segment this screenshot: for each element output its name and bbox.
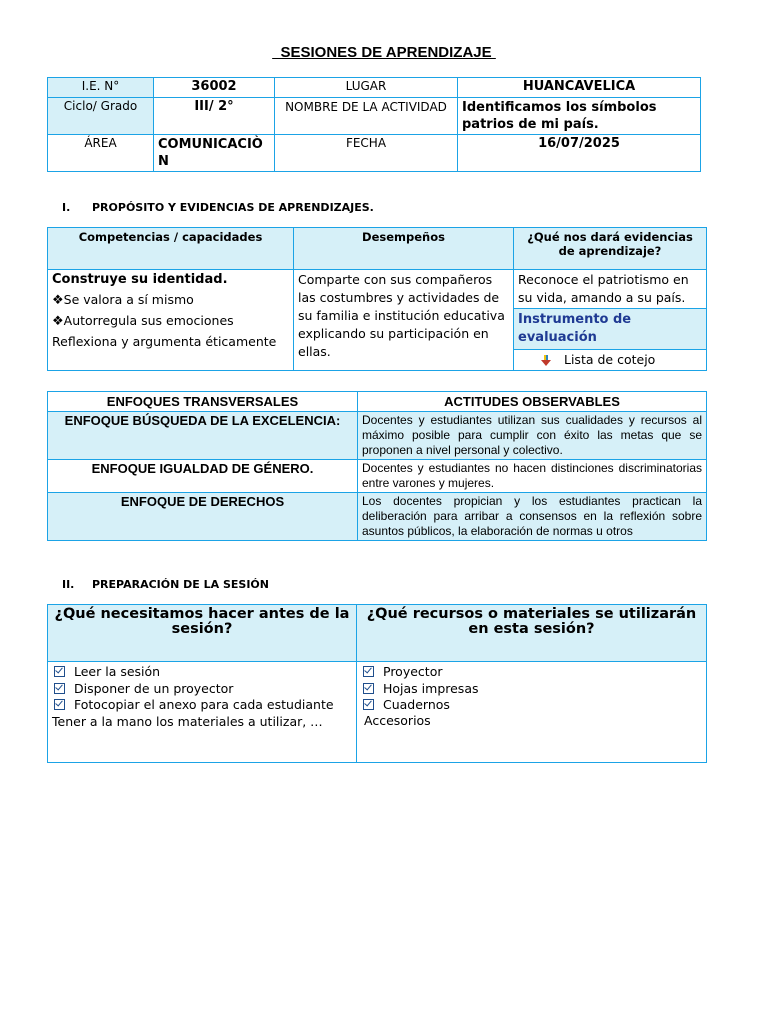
arrow-bullet-icon bbox=[540, 354, 552, 366]
capacidad-item: Reflexiona y argumenta éticamente bbox=[52, 334, 277, 349]
checkbox-checked-icon bbox=[54, 683, 65, 694]
enfoque-name: ENFOQUE IGUALDAD DE GÉNERO. bbox=[48, 460, 358, 493]
header-enfoques: ENFOQUES TRANSVERSALES bbox=[48, 392, 358, 412]
competencia-title: Construye su identidad. bbox=[52, 272, 228, 287]
enfoque-actitud: Docentes y estudiantes utilizan sus cualidades y recursos al máximo posible para cumplir con éxito las metas que se proponen a nivel personal y colectivo. bbox=[358, 412, 707, 460]
enfoque-name: ENFOQUE BÚSQUEDA DE LA EXCELENCIA: bbox=[48, 412, 358, 460]
list-item: Leer la sesión bbox=[52, 664, 352, 681]
page-title: SESIONES DE APRENDIZAJE bbox=[272, 44, 496, 61]
enfoque-name: ENFOQUE DE DERECHOS bbox=[48, 493, 358, 541]
session-info-table bbox=[47, 77, 701, 172]
list-item: Tener a la mano los materiales a utilizar, … bbox=[52, 713, 323, 729]
diamond-bullet-icon: ❖ bbox=[52, 314, 64, 329]
ie-label: I.E. N° bbox=[48, 78, 154, 98]
preparacion-table bbox=[47, 604, 707, 763]
capacidad-item: ❖Autorregula sus emociones bbox=[52, 313, 234, 329]
desempeno-cell: Comparte con sus compañeros las costumbres y actividades de su familia e institución educativa explicando su participación en ellas. bbox=[294, 270, 514, 371]
actividad-value: Identificamos los símbolos patrios de mi país. bbox=[458, 98, 701, 135]
list-item: Cuadernos bbox=[361, 697, 702, 714]
proposito-table bbox=[47, 227, 707, 371]
capacidad-item: ❖Se valora a sí mismo bbox=[52, 292, 194, 308]
area-label: ÁREA bbox=[48, 135, 154, 172]
checkbox-checked-icon bbox=[54, 699, 65, 710]
competencias-cell bbox=[48, 270, 294, 371]
header-desempenos: Desempeños bbox=[294, 228, 514, 270]
header-recursos: ¿Qué recursos o materiales se utilizarán en esta sesión? bbox=[357, 605, 707, 662]
list-item: Fotocopiar el anexo para cada estudiante bbox=[52, 697, 352, 714]
checkbox-checked-icon bbox=[363, 699, 374, 710]
antes-cell bbox=[48, 662, 357, 763]
list-item: Hojas impresas bbox=[361, 681, 702, 698]
ciclo-value: III/ 2° bbox=[154, 98, 275, 135]
fecha-label: FECHA bbox=[275, 135, 458, 172]
header-actitudes: ACTITUDES OBSERVABLES bbox=[358, 392, 707, 412]
actividad-label: NOMBRE DE LA ACTIVIDAD bbox=[275, 98, 458, 135]
header-competencias: Competencias / capacidades bbox=[48, 228, 294, 270]
evidencia-cell: Reconoce el patriotismo en su vida, amando a su país. bbox=[514, 270, 707, 309]
enfoque-actitud: Los docentes propician y los estudiantes practican la deliberación para arribar a consensos en la reflexión sobre asuntos públicos, la elaboración de normas u otros bbox=[358, 493, 707, 541]
instrumento-label: Instrumento de evaluación bbox=[514, 309, 707, 350]
list-item: Accesorios bbox=[364, 712, 431, 728]
instrumento-cell bbox=[514, 350, 707, 371]
instrumento-value: Lista de cotejo bbox=[564, 352, 656, 367]
list-item: Proyector bbox=[361, 664, 702, 681]
recursos-cell bbox=[357, 662, 707, 763]
area-value: COMUNICACIÒN bbox=[154, 135, 275, 172]
lugar-label: LUGAR bbox=[275, 78, 458, 98]
checkbox-checked-icon bbox=[54, 666, 65, 677]
section-2-heading: II. PREPARACIÓN DE LA SESIÓN bbox=[62, 578, 269, 591]
checkbox-checked-icon bbox=[363, 683, 374, 694]
header-antes: ¿Qué necesitamos hacer antes de la sesión? bbox=[48, 605, 357, 662]
fecha-value: 16/07/2025 bbox=[458, 135, 701, 172]
header-evidencias: ¿Qué nos dará evidencias de aprendizaje? bbox=[514, 228, 707, 270]
ie-value: 36002 bbox=[154, 78, 275, 98]
checkbox-checked-icon bbox=[363, 666, 374, 677]
enfoque-actitud: Docentes y estudiantes no hacen distinciones discriminatorias entre varones y mujeres. bbox=[358, 460, 707, 493]
enfoques-table bbox=[47, 391, 707, 541]
section-1-heading: I. PROPÓSITO Y EVIDENCIAS DE APRENDIZAJES. bbox=[62, 201, 374, 214]
lugar-value: HUANCAVELICA bbox=[458, 78, 701, 98]
ciclo-label: Ciclo/ Grado bbox=[48, 98, 154, 135]
list-item: Disponer de un proyector bbox=[52, 681, 352, 698]
diamond-bullet-icon: ❖ bbox=[52, 293, 64, 308]
